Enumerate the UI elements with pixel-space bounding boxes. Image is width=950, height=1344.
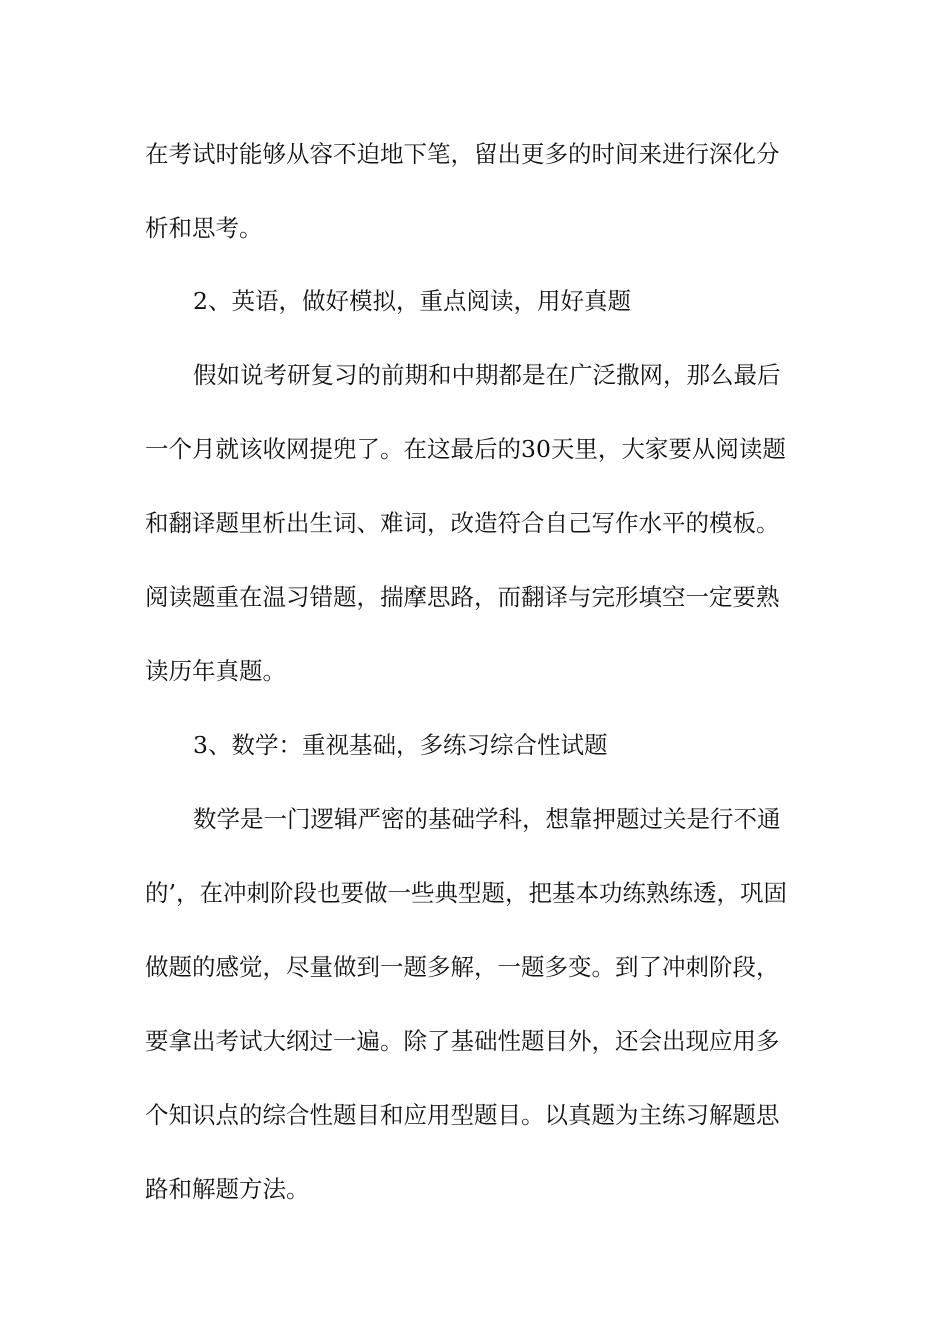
paragraph-line: 阅读题重在温习错题，揣摩思路，而翻译与完形填空一定要熟 [145,583,780,611]
paragraph-line: 假如说考研复习的前期和中期都是在广泛撒网，那么最后 [193,361,781,389]
paragraph-line: 的’，在冲刺阶段也要做一些典型题，把基本功练熟练透，巩固 [145,879,787,907]
paragraph-line: 一个月就该收网提兜了。在这最后的30天里，大家要从阅读题 [145,435,786,463]
paragraph-line: 读历年真题。 [145,657,286,685]
section-heading-math: 3、数学：重视基础，多练习综合性试题 [193,731,608,759]
paragraph-line: 数学是一门逻辑严密的基础学科，想靠押题过关是行不通 [193,805,781,833]
paragraph-line: 要拿出考试大纲过一遍。除了基础性题目外，还会出现应用多 [145,1027,780,1055]
paragraph-line: 和翻译题里析出生词、难词，改造符合自己写作水平的模板。 [145,509,780,537]
paragraph-line: 析和思考。 [145,214,263,242]
section-heading-english: 2、英语，做好模拟，重点阅读，用好真题 [193,287,631,315]
paragraph-line: 路和解题方法。 [145,1175,310,1203]
paragraph-line: 在考试时能够从容不迫地下笔，留出更多的时间来进行深化分 [145,140,780,168]
paragraph-line: 做题的感觉，尽量做到一题多解，一题多变。到了冲刺阶段， [145,953,780,981]
paragraph-line: 个知识点的综合性题目和应用型题目。以真题为主练习解题思 [145,1101,780,1129]
